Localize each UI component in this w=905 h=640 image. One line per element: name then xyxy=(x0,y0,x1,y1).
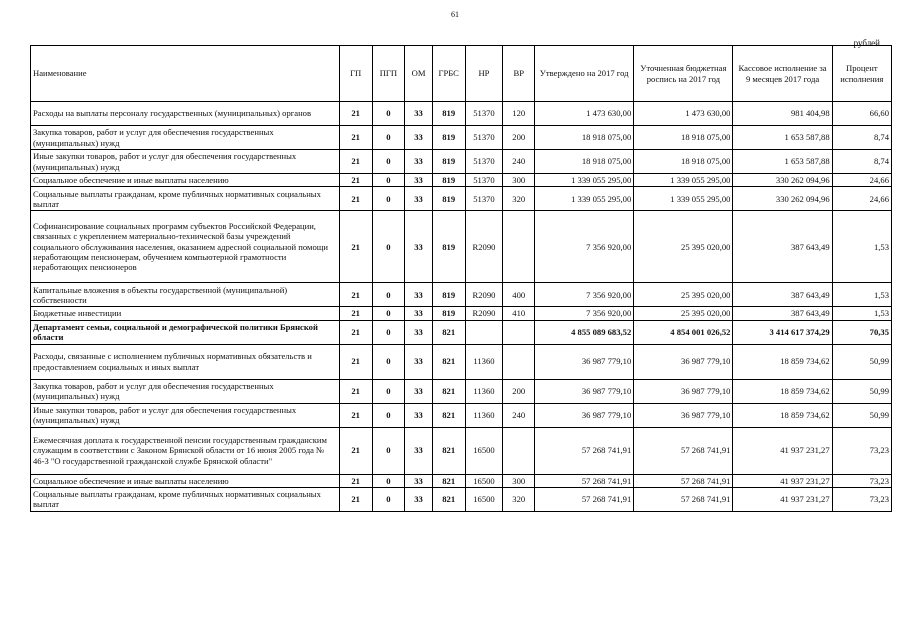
cell-grbs: 819 xyxy=(432,174,465,187)
cell-np: 16500 xyxy=(465,474,503,487)
table-row xyxy=(31,174,892,187)
cell-om: 33 xyxy=(405,150,433,174)
cell-np: R2090 xyxy=(465,211,503,283)
cell-approved: 36 987 779,10 xyxy=(535,403,634,427)
cell-name: Расходы на выплаты персоналу государственных (муниципальных) органов xyxy=(31,102,340,126)
cell-ppgp: 0 xyxy=(372,474,405,487)
cell-percent: 70,35 xyxy=(832,320,891,344)
cell-ppgp: 0 xyxy=(372,283,405,307)
cell-name: Иные закупки товаров, работ и услуг для обеспечения государственных (муниципальных) нужд xyxy=(31,403,340,427)
cell-om: 33 xyxy=(405,474,433,487)
cell-om: 33 xyxy=(405,344,433,379)
cell-approved: 36 987 779,10 xyxy=(535,344,634,379)
cell-om: 33 xyxy=(405,174,433,187)
cell-vr: 320 xyxy=(503,487,535,511)
cell-gp: 21 xyxy=(339,320,372,344)
cell-vr: 120 xyxy=(503,102,535,126)
cell-approved: 4 855 089 683,52 xyxy=(535,320,634,344)
cell-np: 16500 xyxy=(465,427,503,474)
cell-np: 11360 xyxy=(465,344,503,379)
cell-ppgp: 0 xyxy=(372,344,405,379)
cell-grbs: 819 xyxy=(432,126,465,150)
cell-approved: 57 268 741,91 xyxy=(535,474,634,487)
cell-cash: 1 653 587,88 xyxy=(733,126,832,150)
cell-percent: 1,53 xyxy=(832,307,891,320)
cell-np: 51370 xyxy=(465,126,503,150)
cell-percent: 50,99 xyxy=(832,344,891,379)
cell-approved: 18 918 075,00 xyxy=(535,150,634,174)
cell-gp: 21 xyxy=(339,307,372,320)
cell-approved: 7 356 920,00 xyxy=(535,283,634,307)
budget-table xyxy=(30,45,892,512)
cell-gp: 21 xyxy=(339,379,372,403)
cell-cash: 18 859 734,62 xyxy=(733,379,832,403)
cell-refined: 25 395 020,00 xyxy=(634,307,733,320)
cell-percent: 50,99 xyxy=(832,379,891,403)
cell-refined: 4 854 001 026,52 xyxy=(634,320,733,344)
cell-gp: 21 xyxy=(339,283,372,307)
table-row xyxy=(31,474,892,487)
cell-percent: 50,99 xyxy=(832,403,891,427)
cell-cash: 387 643,49 xyxy=(733,283,832,307)
cell-gp: 21 xyxy=(339,187,372,211)
header-refined: Уточненная бюджетная роспись на 2017 год xyxy=(634,46,733,102)
cell-cash: 1 653 587,88 xyxy=(733,150,832,174)
cell-name: Социальное обеспечение и иные выплаты населению xyxy=(31,174,340,187)
cell-refined: 57 268 741,91 xyxy=(634,487,733,511)
cell-cash: 981 404,98 xyxy=(733,102,832,126)
cell-np: 16500 xyxy=(465,487,503,511)
page-number: 61 xyxy=(451,10,459,19)
cell-name: Ежемесячная доплата к государственной пенсии государственным гражданским служащим в соответствии с Законом Брянской области от 16 июня 2005 года № 46-З "О государственной гражданской службе Брянской области" xyxy=(31,427,340,474)
cell-vr: 400 xyxy=(503,283,535,307)
cell-name: Иные закупки товаров, работ и услуг для обеспечения государственных (муниципальных) нужд xyxy=(31,150,340,174)
cell-cash: 387 643,49 xyxy=(733,211,832,283)
table-row xyxy=(31,344,892,379)
cell-approved: 57 268 741,91 xyxy=(535,427,634,474)
cell-om: 33 xyxy=(405,126,433,150)
cell-om: 33 xyxy=(405,320,433,344)
cell-om: 33 xyxy=(405,187,433,211)
table-row xyxy=(31,379,892,403)
cell-gp: 21 xyxy=(339,427,372,474)
cell-np: R2090 xyxy=(465,307,503,320)
cell-grbs: 819 xyxy=(432,211,465,283)
table-row xyxy=(31,211,892,283)
cell-gp: 21 xyxy=(339,102,372,126)
cell-name: Капитальные вложения в объекты государственной (муниципальной) собственности xyxy=(31,283,340,307)
cell-gp: 21 xyxy=(339,150,372,174)
table-row xyxy=(31,307,892,320)
cell-percent: 1,53 xyxy=(832,211,891,283)
cell-np: 51370 xyxy=(465,102,503,126)
cell-approved: 1 339 055 295,00 xyxy=(535,174,634,187)
cell-percent: 73,23 xyxy=(832,427,891,474)
cell-om: 33 xyxy=(405,427,433,474)
cell-approved: 1 473 630,00 xyxy=(535,102,634,126)
cell-approved: 7 356 920,00 xyxy=(535,211,634,283)
table-row xyxy=(31,102,892,126)
header-cash: Кассовое исполнение за 9 месяцев 2017 года xyxy=(733,46,832,102)
cell-name: Закупка товаров, работ и услуг для обеспечения государственных (муниципальных) нужд xyxy=(31,379,340,403)
cell-gp: 21 xyxy=(339,174,372,187)
cell-approved: 18 918 075,00 xyxy=(535,126,634,150)
cell-vr: 320 xyxy=(503,187,535,211)
cell-refined: 36 987 779,10 xyxy=(634,379,733,403)
cell-cash: 41 937 231,27 xyxy=(733,427,832,474)
cell-refined: 36 987 779,10 xyxy=(634,344,733,379)
cell-name: Софинансирование социальных программ субъектов Российской Федерации, связанных с укреплением материально-технической базы учреждений социального обслуживания населения, оказанием адресной социальной помощи неработающим пенсионерам, обучением компьютерной грамотности неработающих пенсионеров xyxy=(31,211,340,283)
cell-vr: 240 xyxy=(503,150,535,174)
table-row xyxy=(31,283,892,307)
header-approved: Утверждено на 2017 год xyxy=(535,46,634,102)
cell-vr: 200 xyxy=(503,379,535,403)
cell-grbs: 819 xyxy=(432,102,465,126)
cell-grbs: 821 xyxy=(432,427,465,474)
cell-approved: 7 356 920,00 xyxy=(535,307,634,320)
cell-vr: 240 xyxy=(503,403,535,427)
cell-grbs: 821 xyxy=(432,403,465,427)
cell-ppgp: 0 xyxy=(372,174,405,187)
cell-ppgp: 0 xyxy=(372,126,405,150)
cell-name: Социальное обеспечение и иные выплаты населению xyxy=(31,474,340,487)
table-row xyxy=(31,150,892,174)
cell-gp: 21 xyxy=(339,211,372,283)
cell-gp: 21 xyxy=(339,474,372,487)
cell-name: Закупка товаров, работ и услуг для обеспечения государственных (муниципальных) нужд xyxy=(31,126,340,150)
cell-om: 33 xyxy=(405,487,433,511)
cell-grbs: 821 xyxy=(432,344,465,379)
cell-vr xyxy=(503,211,535,283)
cell-vr: 200 xyxy=(503,126,535,150)
table-row xyxy=(31,403,892,427)
cell-cash: 387 643,49 xyxy=(733,307,832,320)
cell-percent: 73,23 xyxy=(832,474,891,487)
header-om: ОМ xyxy=(405,46,433,102)
cell-refined: 18 918 075,00 xyxy=(634,150,733,174)
cell-om: 33 xyxy=(405,379,433,403)
cell-percent: 8,74 xyxy=(832,126,891,150)
cell-refined: 18 918 075,00 xyxy=(634,126,733,150)
cell-vr: 410 xyxy=(503,307,535,320)
cell-refined: 25 395 020,00 xyxy=(634,283,733,307)
cell-ppgp: 0 xyxy=(372,102,405,126)
header-np: НР xyxy=(465,46,503,102)
cell-refined: 36 987 779,10 xyxy=(634,403,733,427)
cell-name: Расходы, связанные с исполнением публичных нормативных обязательств и предоставлением социальных и иных выплат xyxy=(31,344,340,379)
cell-vr xyxy=(503,344,535,379)
cell-grbs: 819 xyxy=(432,150,465,174)
cell-name: Социальные выплаты гражданам, кроме публичных нормативных социальных выплат xyxy=(31,187,340,211)
cell-cash: 3 414 617 374,29 xyxy=(733,320,832,344)
cell-cash: 18 859 734,62 xyxy=(733,403,832,427)
cell-grbs: 819 xyxy=(432,283,465,307)
cell-cash: 330 262 094,96 xyxy=(733,174,832,187)
cell-ppgp: 0 xyxy=(372,211,405,283)
cell-grbs: 819 xyxy=(432,187,465,211)
cell-ppgp: 0 xyxy=(372,307,405,320)
cell-np: 51370 xyxy=(465,187,503,211)
cell-ppgp: 0 xyxy=(372,187,405,211)
cell-gp: 21 xyxy=(339,344,372,379)
cell-refined: 57 268 741,91 xyxy=(634,427,733,474)
cell-grbs: 821 xyxy=(432,474,465,487)
cell-percent: 73,23 xyxy=(832,487,891,511)
cell-name: Департамент семьи, социальной и демографической политики Брянской области xyxy=(31,320,340,344)
cell-grbs: 821 xyxy=(432,320,465,344)
table-row xyxy=(31,126,892,150)
cell-ppgp: 0 xyxy=(372,150,405,174)
header-grbs: ГРБС xyxy=(432,46,465,102)
cell-ppgp: 0 xyxy=(372,427,405,474)
cell-refined: 25 395 020,00 xyxy=(634,211,733,283)
header-percent: Процент исполнения xyxy=(832,46,891,102)
cell-vr: 300 xyxy=(503,174,535,187)
cell-om: 33 xyxy=(405,283,433,307)
cell-vr xyxy=(503,427,535,474)
cell-vr: 300 xyxy=(503,474,535,487)
table-row xyxy=(31,187,892,211)
cell-cash: 41 937 231,27 xyxy=(733,487,832,511)
cell-ppgp: 0 xyxy=(372,403,405,427)
cell-percent: 8,74 xyxy=(832,150,891,174)
cell-refined: 57 268 741,91 xyxy=(634,474,733,487)
table-row xyxy=(31,320,892,344)
header-vr: ВР xyxy=(503,46,535,102)
cell-ppgp: 0 xyxy=(372,320,405,344)
cell-gp: 21 xyxy=(339,126,372,150)
cell-np: 11360 xyxy=(465,379,503,403)
cell-refined: 1 339 055 295,00 xyxy=(634,187,733,211)
cell-ppgp: 0 xyxy=(372,487,405,511)
cell-percent: 66,60 xyxy=(832,102,891,126)
cell-np: 51370 xyxy=(465,174,503,187)
cell-om: 33 xyxy=(405,307,433,320)
cell-grbs: 819 xyxy=(432,307,465,320)
table-row xyxy=(31,427,892,474)
header-name: Наименование xyxy=(31,46,340,102)
cell-approved: 1 339 055 295,00 xyxy=(535,187,634,211)
cell-approved: 36 987 779,10 xyxy=(535,379,634,403)
cell-om: 33 xyxy=(405,403,433,427)
header-gp: ГП xyxy=(339,46,372,102)
cell-percent: 24,66 xyxy=(832,187,891,211)
header-ppgp: ПГП xyxy=(372,46,405,102)
cell-vr xyxy=(503,320,535,344)
cell-cash: 18 859 734,62 xyxy=(733,344,832,379)
cell-grbs: 821 xyxy=(432,487,465,511)
cell-np xyxy=(465,320,503,344)
cell-ppgp: 0 xyxy=(372,379,405,403)
cell-cash: 41 937 231,27 xyxy=(733,474,832,487)
cell-refined: 1 473 630,00 xyxy=(634,102,733,126)
cell-percent: 1,53 xyxy=(832,283,891,307)
cell-om: 33 xyxy=(405,211,433,283)
cell-np: 11360 xyxy=(465,403,503,427)
cell-approved: 57 268 741,91 xyxy=(535,487,634,511)
table-row xyxy=(31,487,892,511)
cell-gp: 21 xyxy=(339,403,372,427)
cell-gp: 21 xyxy=(339,487,372,511)
cell-refined: 1 339 055 295,00 xyxy=(634,174,733,187)
cell-np: 51370 xyxy=(465,150,503,174)
cell-cash: 330 262 094,96 xyxy=(733,187,832,211)
cell-name: Бюджетные инвестиции xyxy=(31,307,340,320)
cell-om: 33 xyxy=(405,102,433,126)
cell-np: R2090 xyxy=(465,283,503,307)
cell-percent: 24,66 xyxy=(832,174,891,187)
cell-name: Социальные выплаты гражданам, кроме публичных нормативных социальных выплат xyxy=(31,487,340,511)
units-label: рублей xyxy=(853,38,880,48)
table-header-row xyxy=(31,46,892,102)
cell-grbs: 821 xyxy=(432,379,465,403)
